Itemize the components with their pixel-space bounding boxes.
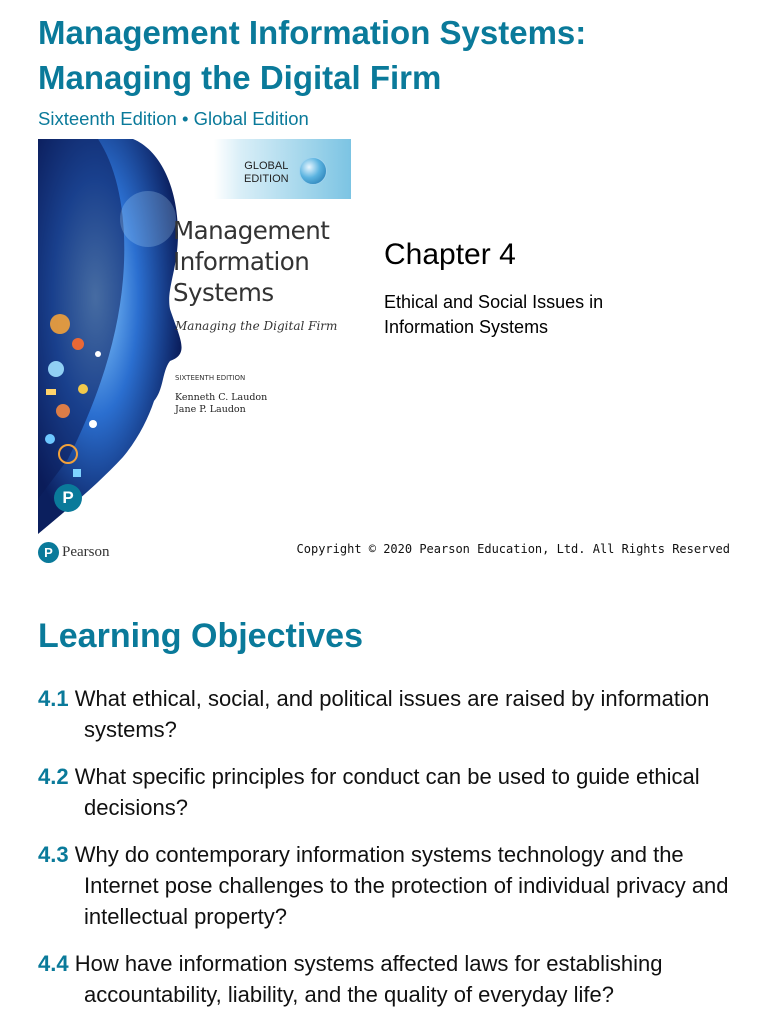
cover-author1: Kenneth C. Laudon	[175, 392, 268, 403]
cover-face-illustration	[38, 139, 208, 534]
objective-text: Why do contemporary information systems technology and the Internet pose challenges to the protection of individual privacy and intellectual property?	[74, 842, 729, 929]
chapter-title-line2: Information Systems	[384, 317, 549, 337]
edition-line: Sixteenth Edition • Global Edition	[38, 108, 309, 129]
cover-author2: Jane P. Laudon	[175, 404, 246, 415]
chapter-number: Chapter 4	[384, 238, 516, 271]
book-cover	[38, 139, 351, 534]
book-title-line2: Managing the Digital Firm	[38, 59, 442, 96]
chapter-title-line1: Ethical and Social Issues in	[384, 292, 604, 312]
objective-number: 4.3	[38, 842, 75, 867]
cover-title	[173, 215, 348, 308]
objective-number: 4.4	[38, 951, 75, 976]
objective-number: 4.2	[38, 764, 75, 789]
book-title-line1: Management Information Systems:	[38, 14, 587, 51]
cover-title-line2: Information	[173, 247, 310, 276]
objective-item	[38, 683, 738, 745]
badge-line2: EDITION	[244, 173, 289, 185]
objective-number: 4.1	[38, 686, 75, 711]
cover-title-line3: Systems	[173, 278, 274, 307]
objective-text: What ethical, social, and political issues are raised by information systems?	[74, 686, 710, 742]
globe-icon	[299, 157, 327, 185]
pearson-logo	[38, 541, 110, 563]
objective-text: How have information systems affected laws for establishing accountability, liability, and the quality of everyday life?	[74, 951, 663, 1007]
pearson-p-icon: P	[54, 484, 82, 512]
learning-objectives-title: Learning Objectives	[38, 617, 363, 655]
objective-item	[38, 839, 738, 932]
cover-authors	[175, 392, 267, 416]
objective-item	[38, 948, 738, 1010]
pearson-wordmark: Pearson	[62, 543, 110, 560]
book-title	[38, 10, 738, 100]
chapter-title	[384, 290, 684, 340]
objective-item	[38, 761, 738, 823]
pearson-circle-icon: P	[38, 542, 59, 563]
copyright-notice: Copyright © 2020 Pearson Education, Ltd. All Rights Reserved	[296, 542, 730, 556]
cover-subtitle: Managing the Digital Firm	[175, 319, 338, 333]
cover-edition: SIXTEENTH EDITION	[175, 374, 246, 382]
objective-text: What specific principles for conduct can be used to guide ethical decisions?	[74, 764, 700, 820]
global-edition-badge	[214, 139, 351, 199]
cover-title-line1: Management	[173, 216, 330, 245]
learning-objectives-slide	[0, 575, 768, 1024]
badge-line1: GLOBAL	[244, 160, 289, 172]
objectives-list	[38, 683, 738, 1024]
